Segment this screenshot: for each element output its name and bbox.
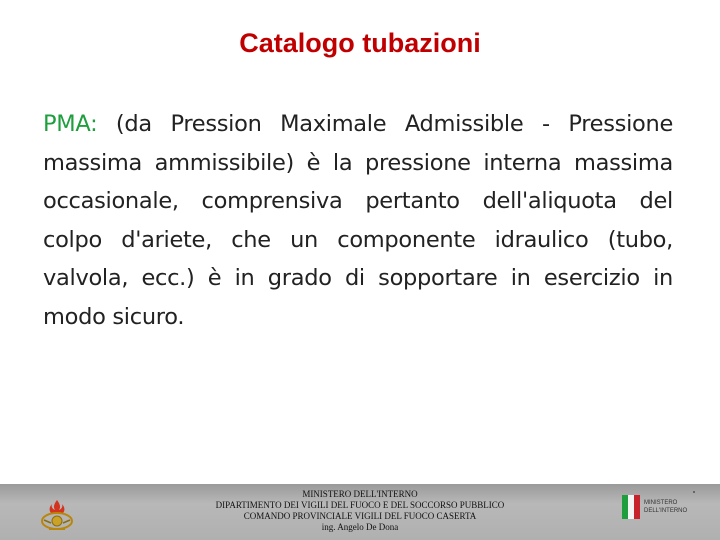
- ministry-logo-line-1: MINISTERO: [644, 500, 678, 506]
- definition-paragraph: [43, 105, 673, 337]
- ministry-logo-line-2: DELL'INTERNO: [644, 508, 688, 514]
- ministry-logo-icon: [622, 495, 697, 523]
- corner-dot: [693, 491, 695, 493]
- footer-line-command: COMANDO PROVINCIALE VIGILI DEL FUOCO CASERTA: [243, 511, 477, 521]
- fire-brigade-emblem-icon: [37, 498, 77, 532]
- footer-line-department: DIPARTIMENTO DEI VIGILI DEL FUOCO E DEL SOCCORSO PUBBLICO: [215, 500, 505, 510]
- footer-bar: [0, 484, 720, 540]
- flag-red-stripe: [634, 495, 640, 519]
- term-label: PMA:: [43, 111, 98, 137]
- ministry-logo-text: [644, 499, 687, 515]
- definition-text: (da Pression Maximale Admissible - Pressione massima ammissibile) è la pressione interna massima occasionale, comprensiva pertanto dell'aliquota del colpo d'ariete, che un componente idraulico (tubo, valvola, ecc.) è in grado di sopportare in esercizio in modo sicuro.: [43, 111, 673, 330]
- footer-line-ministry: MINISTERO DELL'INTERNO: [302, 489, 418, 499]
- slide-title: Catalogo tubazioni: [239, 28, 481, 58]
- footer-text-block: [160, 489, 560, 533]
- footer-line-author: ing. Angelo De Dona: [321, 522, 399, 532]
